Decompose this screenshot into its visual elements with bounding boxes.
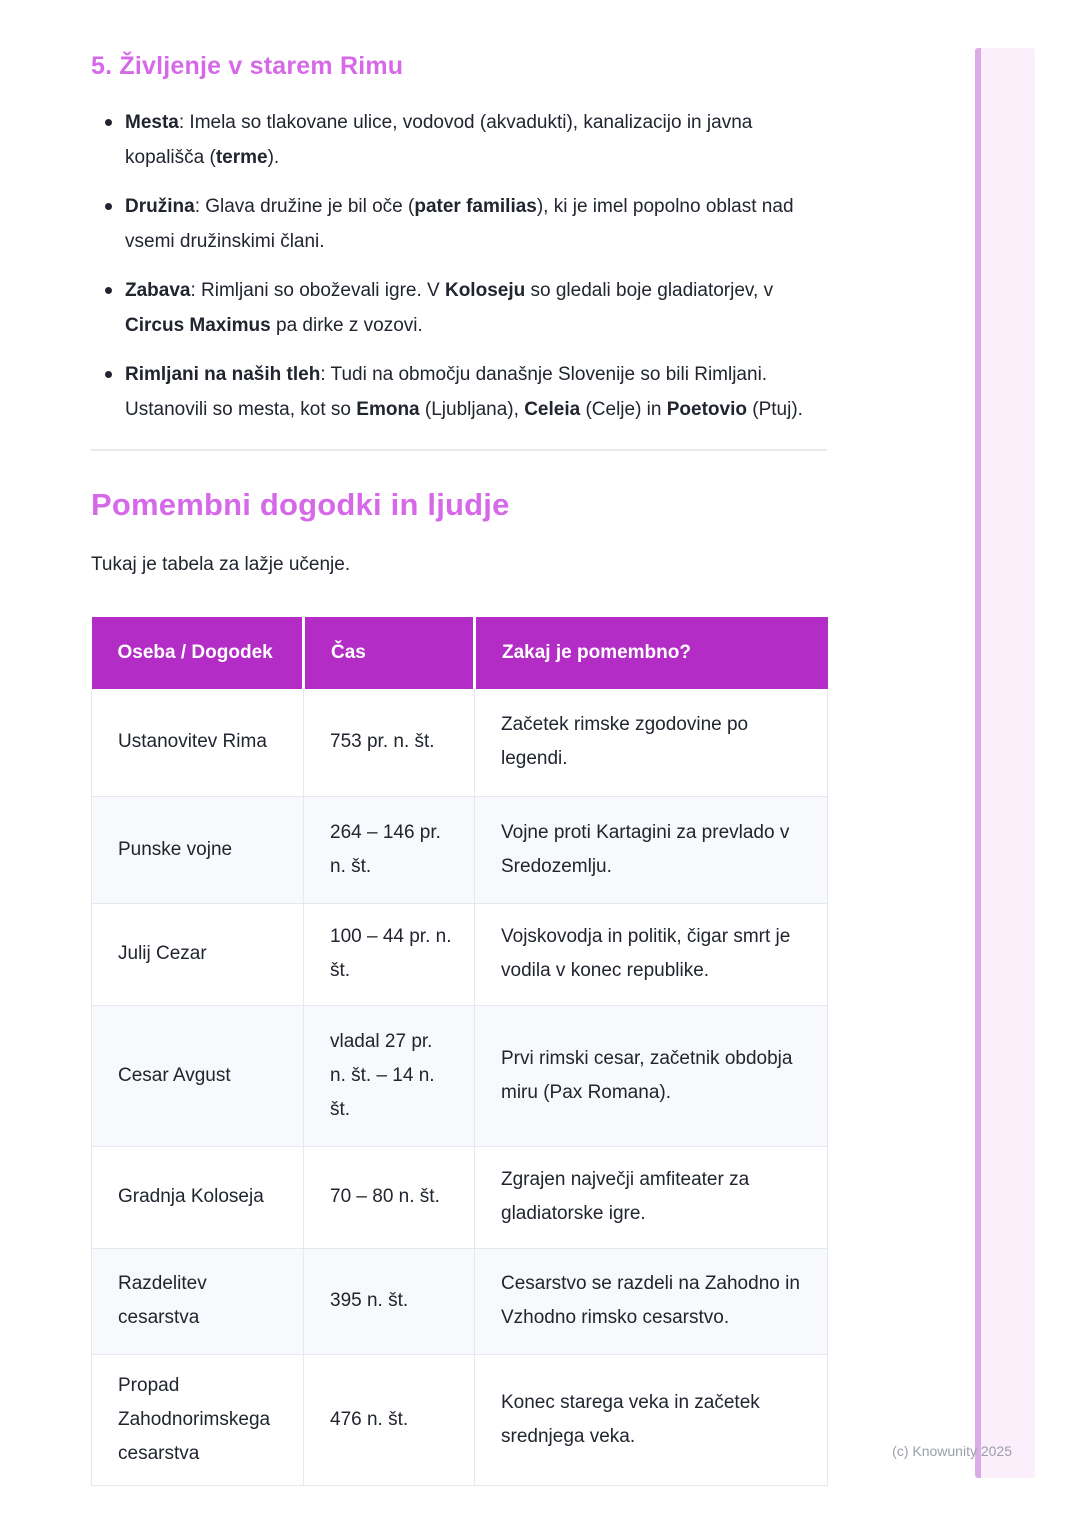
bullet-text: so gledali boje gladiatorjev, v — [525, 280, 774, 301]
table-header-row — [92, 617, 828, 689]
table-intro-text: Tukaj je tabela za lažje učenje. — [91, 554, 351, 575]
bullet-text: : Glava družine je bil oče ( — [194, 196, 415, 217]
list-item — [91, 189, 827, 259]
table-cell: Vojskovodja in politik, čigar smrt je vodila v konec republike. — [475, 903, 828, 1005]
table-cell: Julij Cezar — [92, 903, 304, 1005]
table-cell: 395 n. št. — [304, 1248, 475, 1354]
table-cell: 476 n. št. — [304, 1354, 475, 1485]
page-margin-ribbon — [975, 48, 1035, 1478]
table-row — [92, 1005, 828, 1146]
bullet-text-bold: terme — [215, 147, 268, 168]
table-cell: 753 pr. n. št. — [304, 689, 475, 796]
table-cell: Prvi rimski cesar, začetnik obdobja miru (Pax Romana). — [475, 1005, 828, 1146]
bullet-text-bold: Mesta — [125, 112, 179, 133]
table-row — [92, 903, 828, 1005]
bullet-dot-icon — [105, 119, 112, 126]
list-item — [91, 357, 827, 427]
table-cell: Cesarstvo se razdeli na Zahodno in Vzhodno rimsko cesarstvo. — [475, 1248, 828, 1354]
bullet-text: (Ptuj). — [746, 399, 803, 420]
table-header-cell: Čas — [304, 617, 475, 689]
list-item — [91, 105, 827, 175]
bullet-text-bold: Poetovio — [666, 399, 747, 420]
table-cell: Gradnja Koloseja — [92, 1146, 304, 1248]
table-cell: vladal 27 pr. n. št. – 14 n. št. — [304, 1005, 475, 1146]
bullet-text-bold: Celeia — [524, 399, 581, 420]
rome-bullet-list — [91, 105, 827, 427]
events-table — [91, 617, 828, 1486]
bullet-text: ), ki je imel popolno oblast nad vsemi družinskimi člani. — [125, 196, 794, 252]
bullet-text-bold: Koloseju — [444, 280, 526, 301]
bullet-text-bold: pater familias — [414, 196, 537, 217]
bullet-text-bold: Emona — [356, 399, 420, 420]
bullet-dot-icon — [105, 203, 112, 210]
bullet-text: ). — [267, 147, 280, 168]
table-cell: Propad Zahodnorimskega cesarstva — [92, 1354, 304, 1485]
bullet-text: pa dirke z vozovi. — [270, 315, 423, 336]
section-title-rome: 5. Življenje v starem Rimu — [91, 52, 404, 80]
table-cell: Punske vojne — [92, 796, 304, 903]
bullet-text-bold: Družina — [125, 196, 195, 217]
table-header-cell: Zakaj je pomembno? — [475, 617, 828, 689]
table-cell: Vojne proti Kartagini za prevlado v Sredozemlju. — [475, 796, 828, 903]
bullet-text-bold: Zabava — [125, 280, 191, 301]
bullet-dot-icon — [105, 287, 112, 294]
table-cell: Zgrajen največji amfiteater za gladiatorske igre. — [475, 1146, 828, 1248]
bullet-text: : Imela so tlakovane ulice, vodovod (akvadukti), kanalizacijo in javna kopališča ( — [125, 112, 753, 168]
table-cell: Ustanovitev Rima — [92, 689, 304, 796]
table-cell: 264 – 146 pr. n. št. — [304, 796, 475, 903]
copyright-watermark: (c) Knowunity 2025 — [892, 1443, 1012, 1459]
table-cell: Začetek rimske zgodovine po legendi. — [475, 689, 828, 796]
bullet-text: : Tudi na območju današnje Slovenije so bili Rimljani. Ustanovili so mesta, kot so — [125, 364, 768, 420]
bullet-text: (Ljubljana), — [419, 399, 525, 420]
table-row — [92, 1146, 828, 1248]
table-cell: Razdelitev cesarstva — [92, 1248, 304, 1354]
section-title-events: Pomembni dogodki in ljudje — [91, 487, 510, 522]
page-content — [91, 0, 827, 1486]
bullet-text-bold: Circus Maximus — [125, 315, 271, 336]
table-row — [92, 689, 828, 796]
table-cell: 70 – 80 n. št. — [304, 1146, 475, 1248]
section-divider — [91, 449, 827, 451]
table-row — [92, 796, 828, 903]
table-cell: 100 – 44 pr. n. št. — [304, 903, 475, 1005]
bullet-text: (Celje) in — [580, 399, 667, 420]
table-row — [92, 1248, 828, 1354]
bullet-text: : Rimljani so oboževali igre. V — [190, 280, 445, 301]
table-cell: Cesar Avgust — [92, 1005, 304, 1146]
table-header-cell: Oseba / Dogodek — [92, 617, 304, 689]
events-table-head — [92, 617, 828, 689]
bullet-dot-icon — [105, 371, 112, 378]
table-row — [92, 1354, 828, 1485]
bullet-text-bold: Rimljani na naših tleh — [125, 364, 321, 385]
list-item — [91, 273, 827, 343]
table-cell: Konec starega veka in začetek srednjega veka. — [475, 1354, 828, 1485]
events-table-body — [92, 689, 828, 1485]
